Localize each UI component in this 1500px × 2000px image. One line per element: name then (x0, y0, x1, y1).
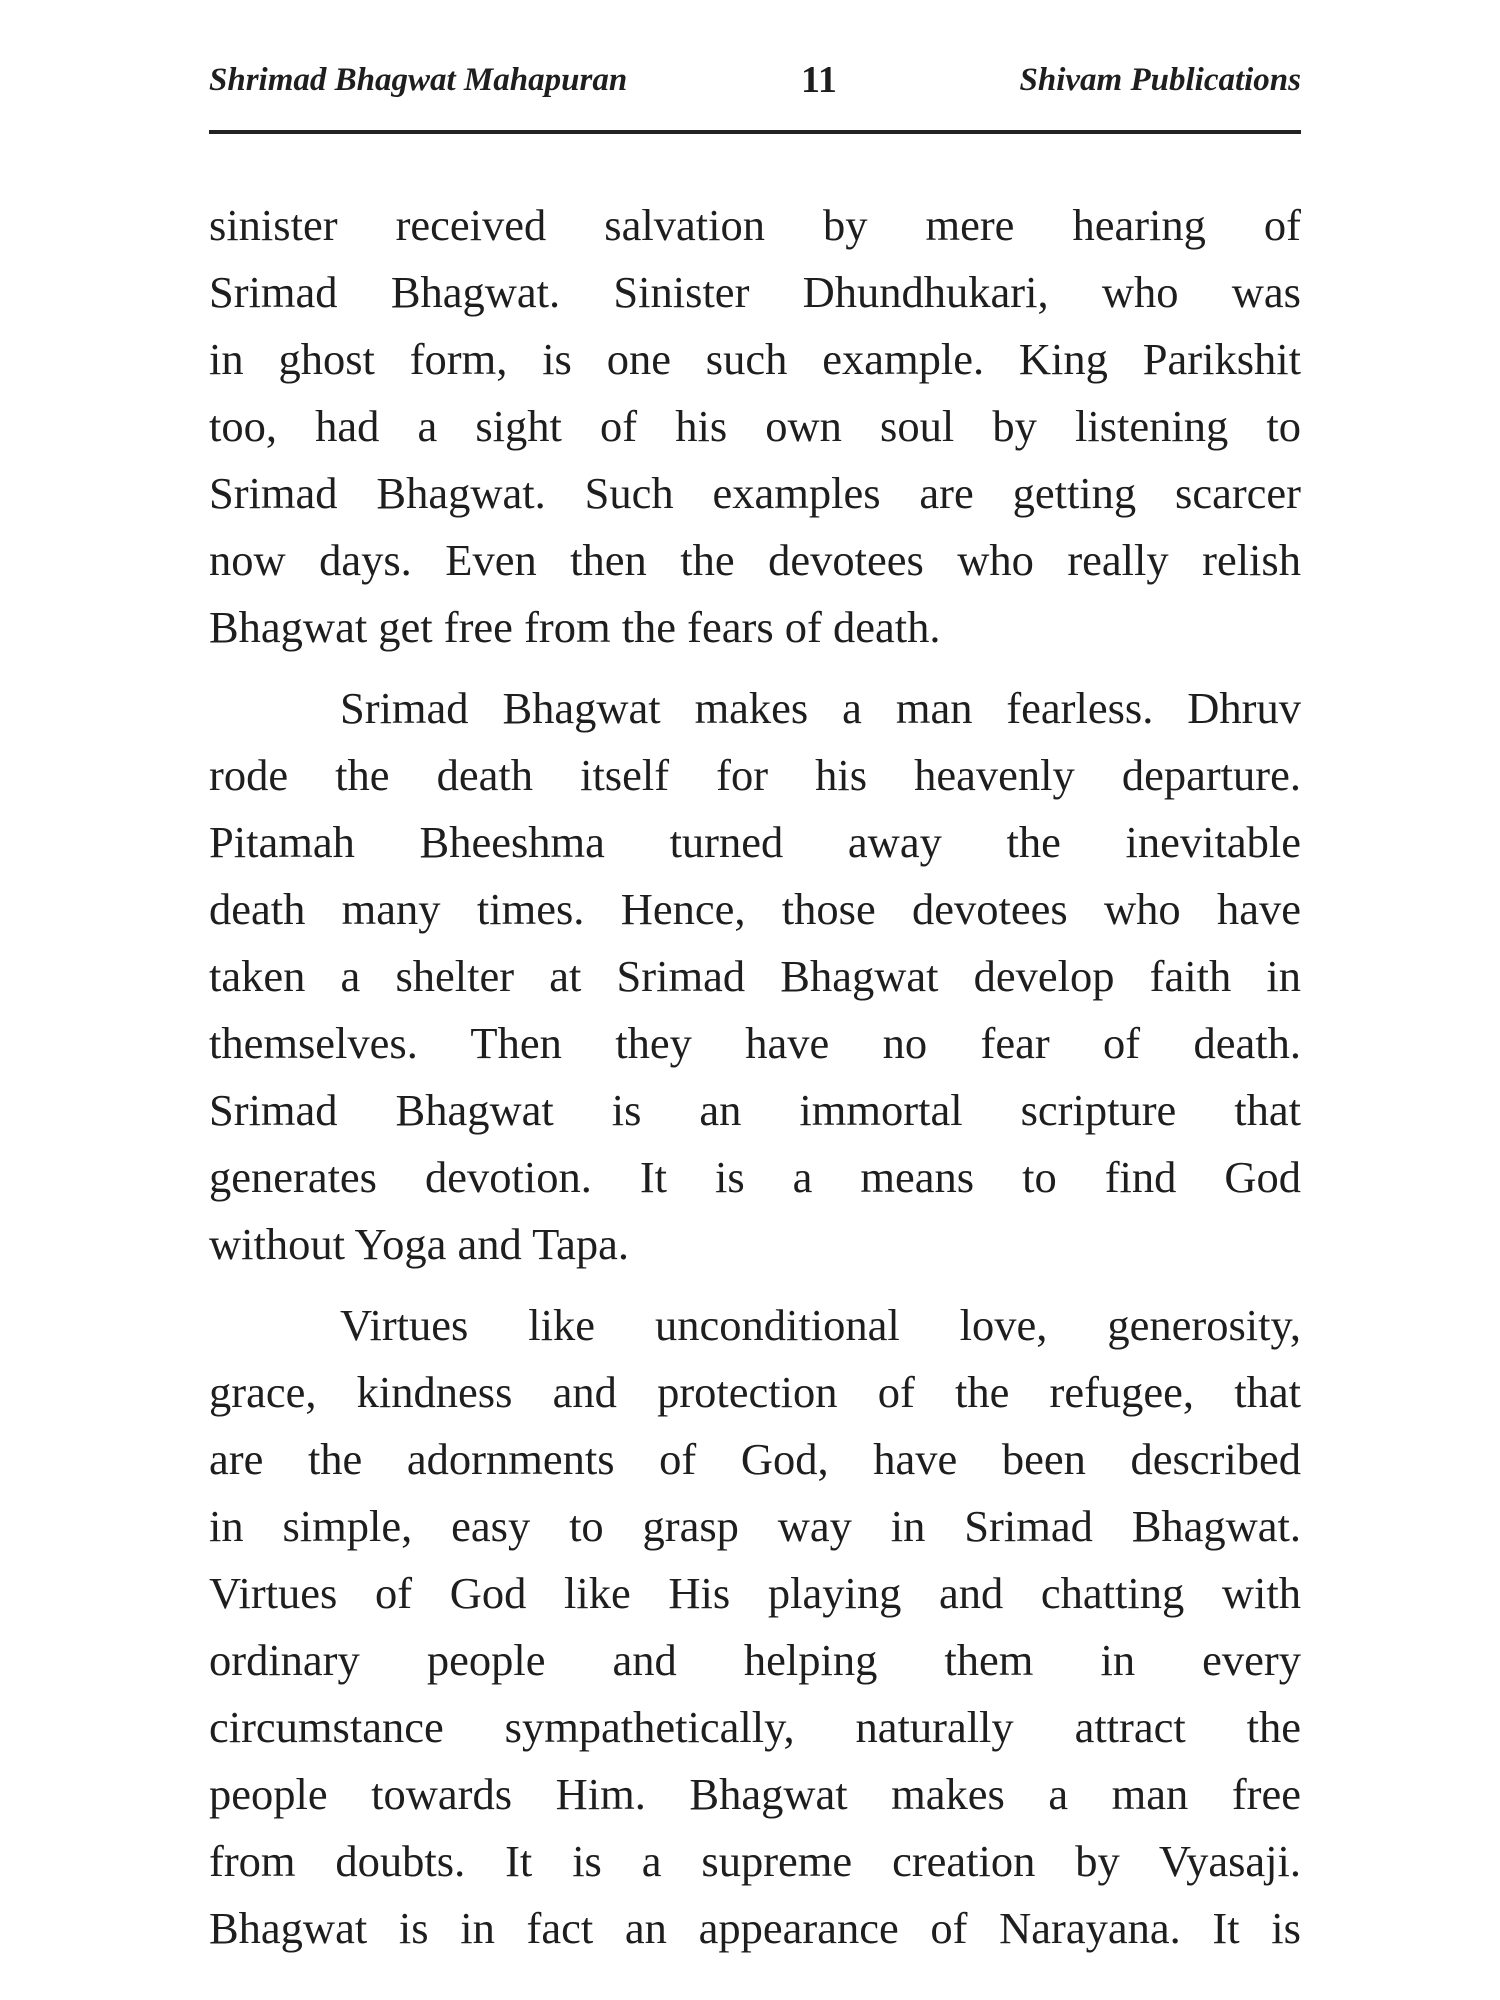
text-line: from doubts. It is a supreme creation by Vyasaji. (209, 1836, 1301, 1886)
paragraph (209, 675, 1301, 1278)
text-line: grace, kindness and protection of the refugee, that (209, 1367, 1301, 1417)
text-line: Srimad Bhagwat. Such examples are getting scarcer (209, 468, 1301, 518)
text-line: in simple, easy to grasp way in Srimad Bhagwat. (209, 1501, 1301, 1551)
text-line: Srimad Bhagwat is an immortal scripture that (209, 1085, 1301, 1135)
page-body (209, 192, 1301, 1976)
text-line: people towards Him. Bhagwat makes a man free (209, 1769, 1301, 1819)
book-title: Shrimad Bhagwat Mahapuran (209, 62, 628, 98)
text-line: in ghost form, is one such example. King Parikshit (209, 334, 1301, 384)
paragraph (209, 1292, 1301, 1962)
running-header (209, 59, 1301, 112)
text-line: too, had a sight of his own soul by listening to (209, 401, 1301, 451)
text-line: ordinary people and helping them in every (209, 1635, 1301, 1685)
text-line: taken a shelter at Srimad Bhagwat develop faith in (209, 951, 1301, 1001)
text-line: generates devotion. It is a means to find God (209, 1152, 1301, 1202)
publisher-name: Shivam Publications (1019, 62, 1301, 98)
text-line: Virtues of God like His playing and chatting with (209, 1568, 1301, 1618)
text-line: death many times. Hence, those devotees who have (209, 884, 1301, 934)
text-line: Bhagwat get free from the fears of death. (209, 602, 941, 652)
text-line: Srimad Bhagwat. Sinister Dhundhukari, who was (209, 267, 1301, 317)
text-line: sinister received salvation by mere hearing of (209, 200, 1301, 250)
text-line: now days. Even then the devotees who really relish (209, 535, 1301, 585)
page-number: 11 (801, 59, 837, 101)
paragraph (209, 192, 1301, 661)
header-rule (209, 130, 1301, 134)
text-line: Srimad Bhagwat makes a man fearless. Dhruv (340, 683, 1301, 733)
text-line: circumstance sympathetically, naturally attract the (209, 1702, 1301, 1752)
text-line: Bhagwat is in fact an appearance of Narayana. It is (209, 1903, 1301, 1953)
text-line: Pitamah Bheeshma turned away the inevitable (209, 817, 1301, 867)
text-line: without Yoga and Tapa. (209, 1219, 630, 1269)
text-line: themselves. Then they have no fear of death. (209, 1018, 1301, 1068)
text-line: are the adornments of God, have been described (209, 1434, 1301, 1484)
text-line: rode the death itself for his heavenly departure. (209, 750, 1301, 800)
text-line: Virtues like unconditional love, generosity, (340, 1300, 1301, 1350)
